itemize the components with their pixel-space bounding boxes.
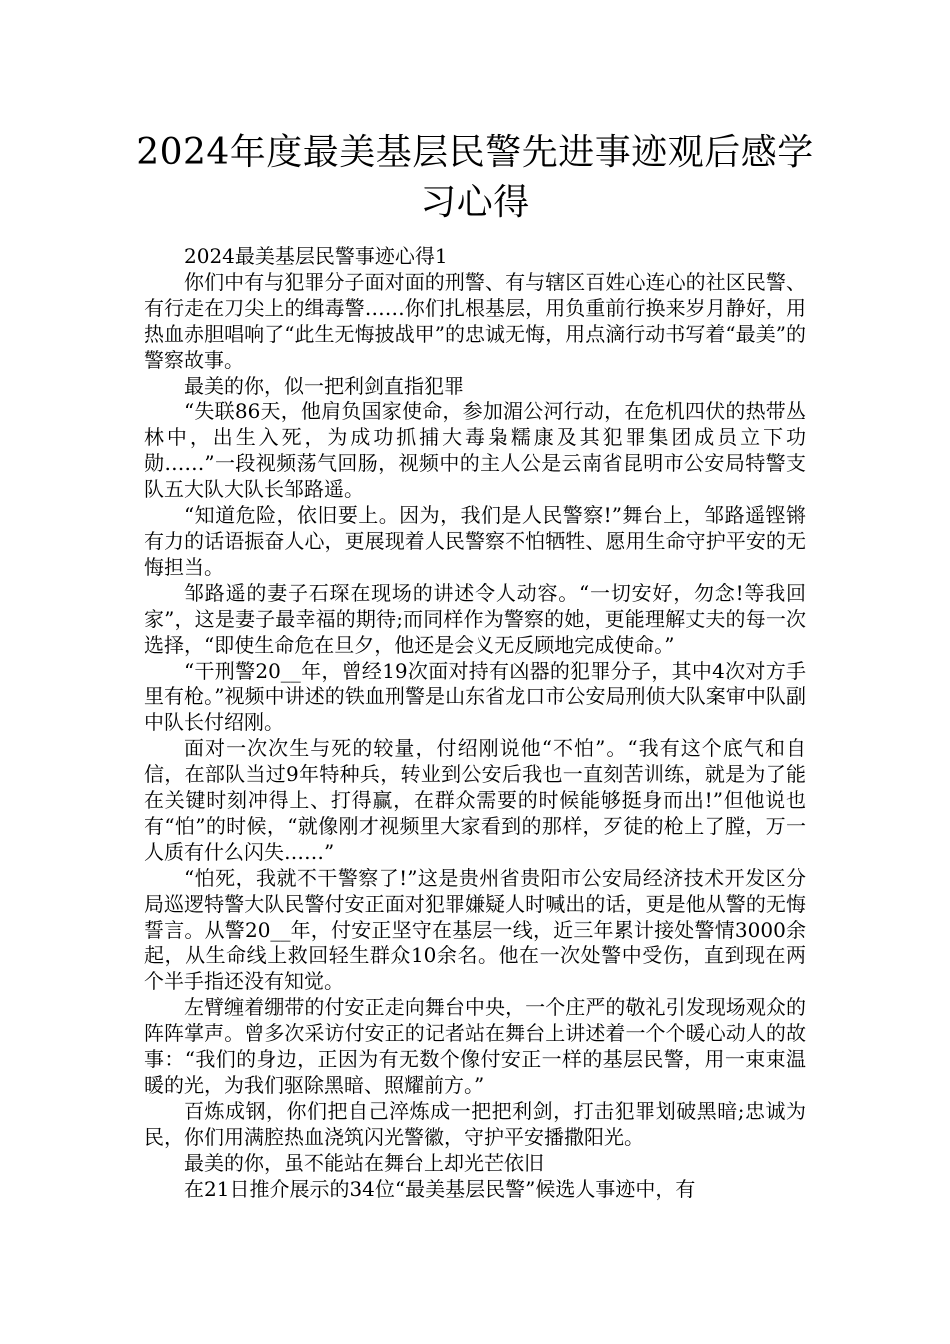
- title-line-2: 习心得: [420, 182, 530, 223]
- title-line-1: 2024年度最美基层民警先进事迹观后感学: [136, 132, 814, 173]
- section-heading: 最美的你，似一把利剑直指犯罪: [184, 373, 464, 398]
- body-paragraph: 百炼成钢，你们把自己淬炼成一把把利剑，打击犯罪划破黑暗;忠诚为民，你们用满腔热血浇筑闪光警徽，守护平安播撒阳光。: [144, 1098, 806, 1149]
- section-heading: 最美的你，虽不能站在舞台上却光芒依旧: [184, 1150, 544, 1175]
- body-paragraph: “怕死，我就不干警察了!”这是贵州省贵阳市公安局经济技术开发区分局巡逻特警大队民警付安正面对犯罪嫌疑人时喊出的话，更是他从警的无悔誓言。从警20__年，付安正坚守在基层一线，近三年累计接处警情3000余起，从生命线上救回轻生群众10余名。他在一次处警中受伤，直到现在两个半手指还没有知觉。: [144, 865, 806, 994]
- body-paragraph: “失联86天，他肩负国家使命，参加湄公河行动，在危机四伏的热带丛林中，出生入死，为成功抓捕大毒枭糯康及其犯罪集团成员立下功勋……”一段视频荡气回肠，视频中的主人公是云南省昆明市公安局特警支队五大队大队长邹路遥。: [144, 399, 806, 502]
- body-paragraph: 面对一次次生与死的较量，付绍刚说他“不怕”。“我有这个底气和自信，在部队当过9年特种兵，转业到公安后我也一直刻苦训练，就是为了能在关键时刻冲得上、打得赢，在群众需要的时候能够挺身而出!”但他说也有“怕”的时候，“就像刚才视频里大家看到的那样，歹徒的枪上了膛，万一人质有什么闪失……”: [144, 736, 806, 864]
- body-paragraph: 在21日推介展示的34位“最美基层民警”候选人事迹中，有: [184, 1176, 696, 1201]
- body-paragraph: 邹路遥的妻子石琛在现场的讲述令人动容。“一切安好，勿念!等我回家”，这是妻子最幸福的期待;而同样作为警察的她，更能理解丈夫的每一次选择，“即使生命危在旦夕，他还是会义无反顾地完成使命。”: [144, 580, 806, 657]
- document-title: [120, 128, 830, 228]
- subtitle-paragraph: 2024最美基层民警事迹心得1: [184, 244, 448, 268]
- document-body: [144, 244, 806, 1203]
- body-paragraph: 你们中有与犯罪分子面对面的刑警、有与辖区百姓心连心的社区民警、有行走在刀尖上的缉毒警……你们扎根基层，用负重前行换来岁月静好，用热血赤胆唱响了“此生无悔披战甲”的忠诚无悔，用点滴行动书写着“最美”的警察故事。: [144, 269, 806, 372]
- body-paragraph: “干刑警20__年，曾经19次面对持有凶器的犯罪分子，其中4次对方手里有枪。”视频中讲述的铁血刑警是山东省龙口市公安局刑侦大队案审中队副中队长付绍刚。: [144, 658, 806, 735]
- body-paragraph: “知道危险，依旧要上。因为，我们是人民警察!”舞台上，邹路遥铿锵有力的话语振奋人心，更展现着人民警察不怕牺牲、愿用生命守护平安的无悔担当。: [144, 503, 806, 579]
- body-paragraph: 左臂缠着绷带的付安正走向舞台中央，一个庄严的敬礼引发现场观众的阵阵掌声。曾多次采访付安正的记者站在舞台上讲述着一个个暖心动人的故事：“我们的身边，正因为有无数个像付安正一样的基层民警，用一束束温暖的光，为我们驱除黑暗、照耀前方。”: [144, 995, 806, 1097]
